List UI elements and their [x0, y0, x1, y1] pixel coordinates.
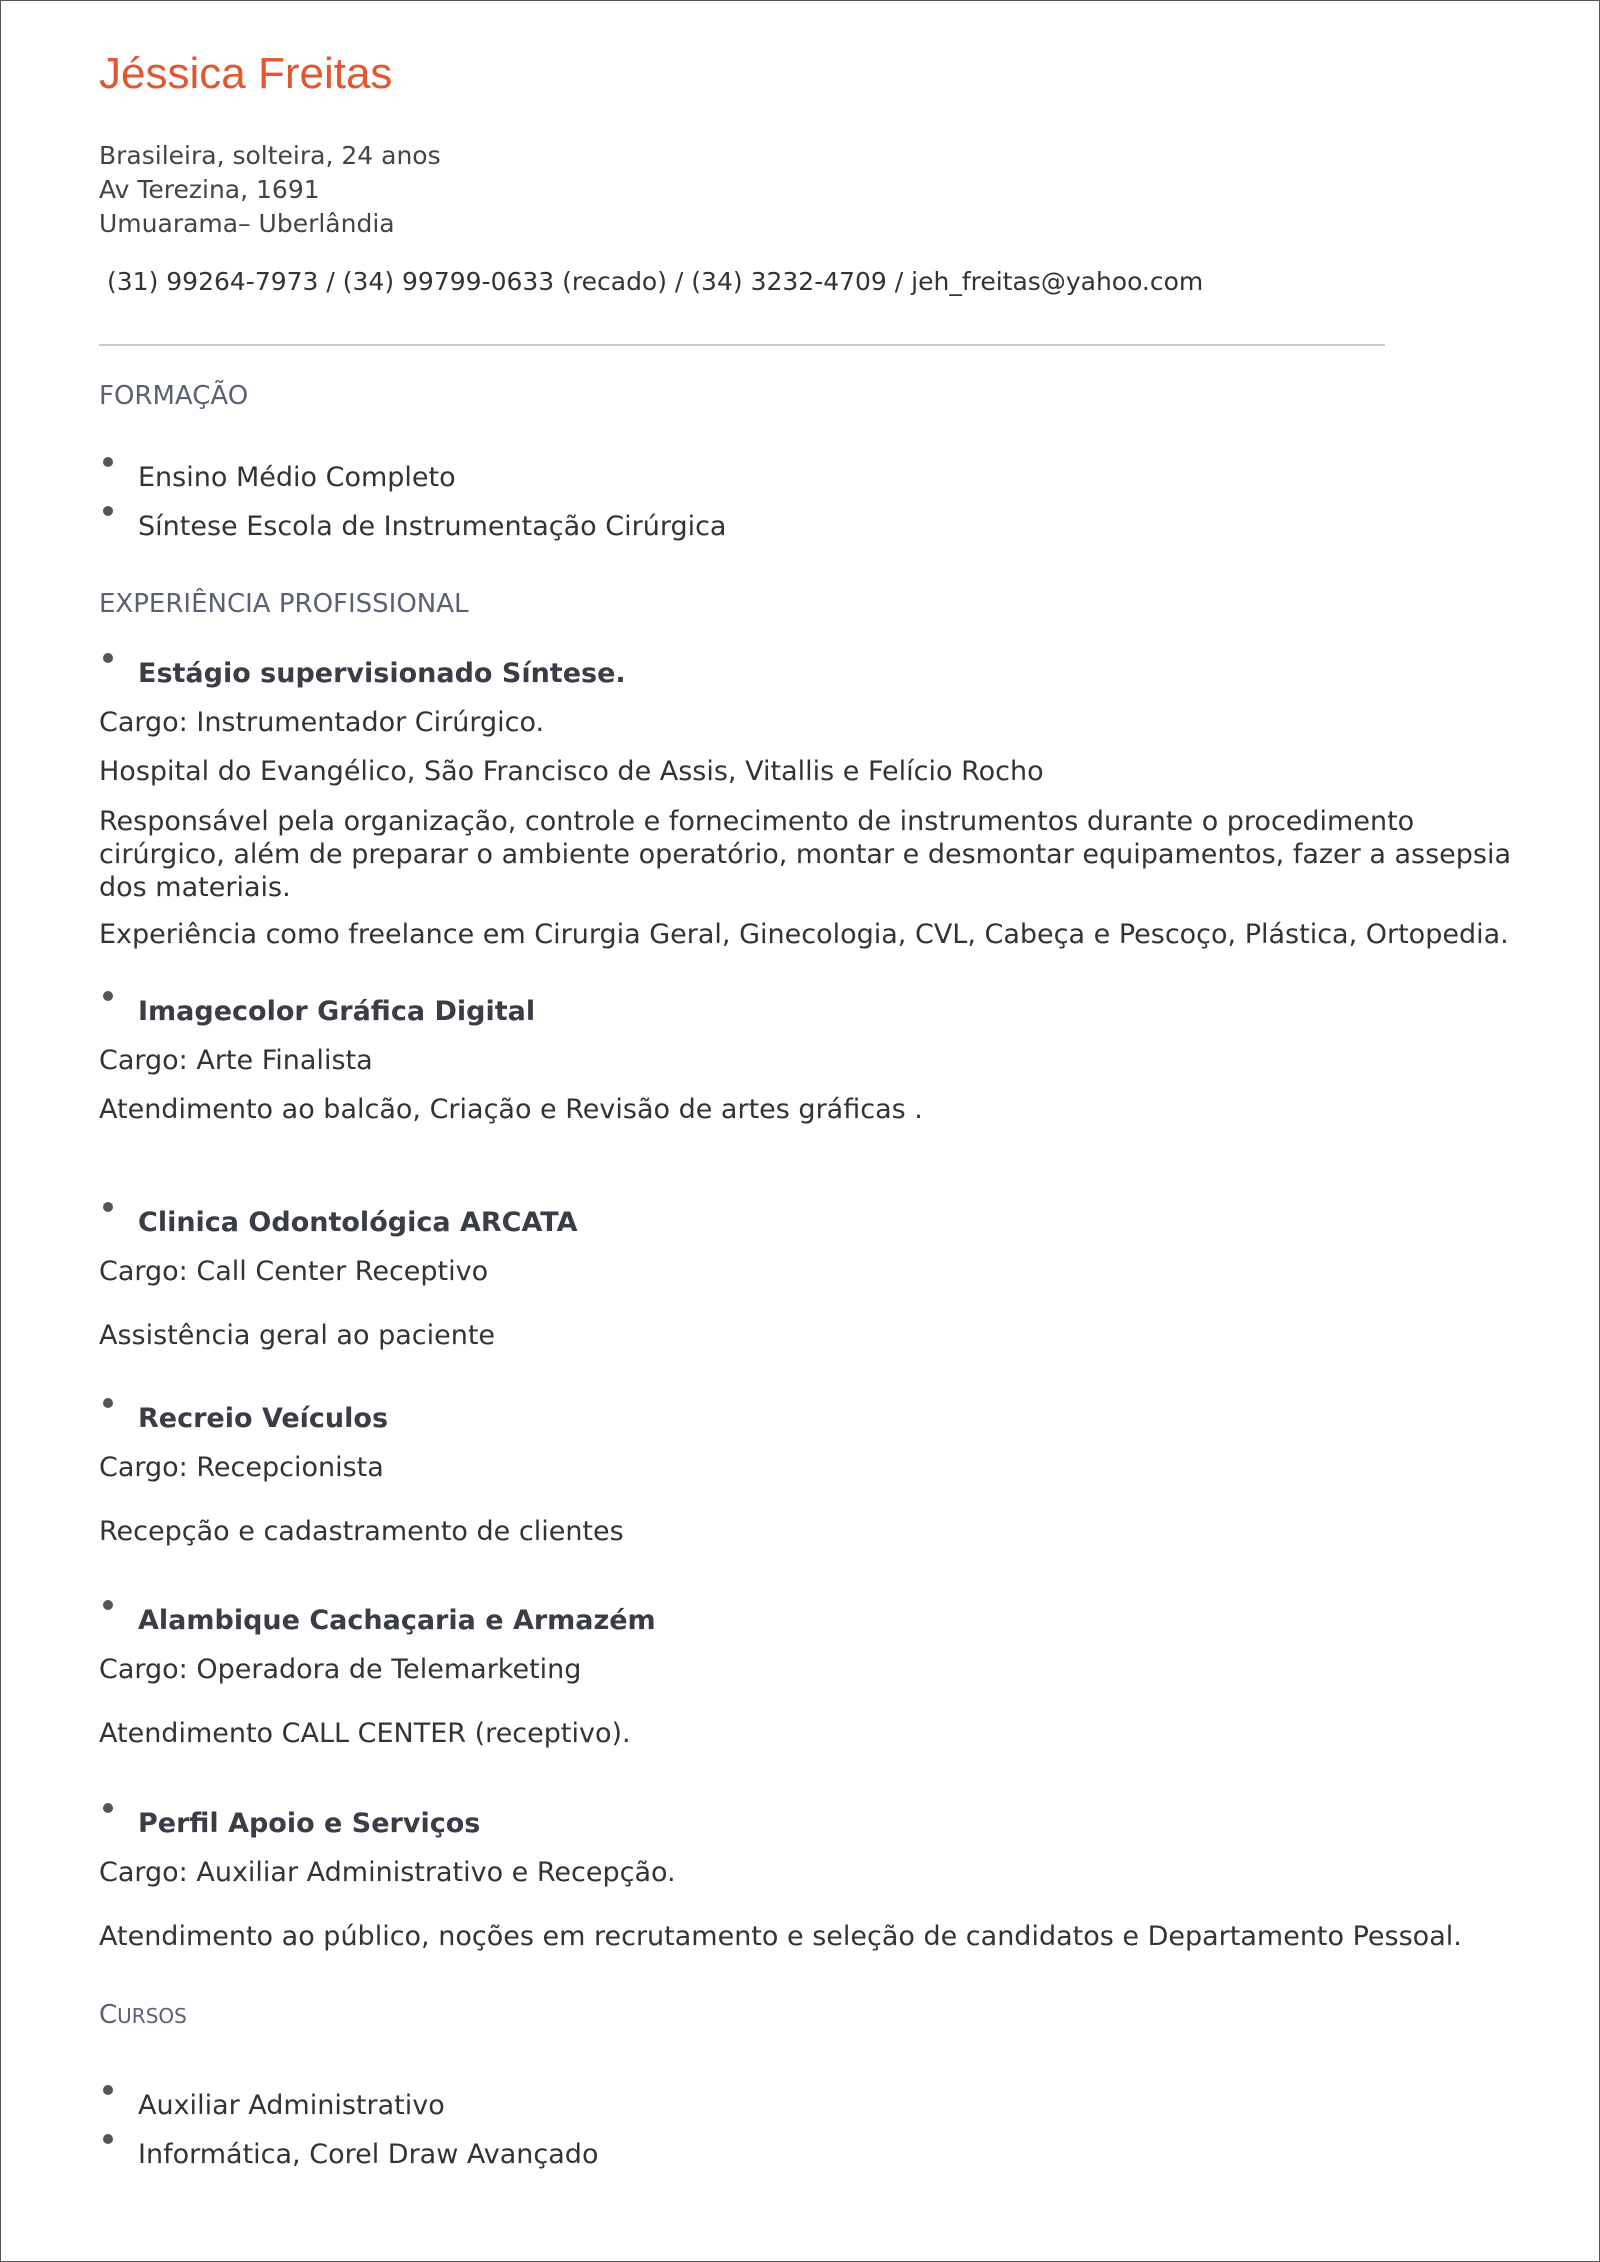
- bullet-icon: [103, 457, 113, 467]
- section-title-rest: URSOS: [117, 2004, 187, 2028]
- job-company-name: Recreio Veículos: [138, 1403, 389, 1434]
- bullet-icon: [103, 1398, 113, 1408]
- job-company-name: Estágio supervisionado Síntese.: [138, 658, 626, 689]
- candidate-name: Jéssica Freitas: [99, 49, 393, 98]
- contact-line: (31) 99264-7973 / (34) 99799-0633 (recado) / (34) 3232-4709 / jeh_freitas@yahoo.com: [107, 267, 1204, 296]
- job-detail: Atendimento CALL CENTER (receptivo).: [99, 1718, 631, 1749]
- job-role: Cargo: Instrumentador Cirúrgico.: [99, 707, 545, 738]
- bullet-icon: [103, 2085, 113, 2095]
- info-line: Av Terezina, 1691: [99, 175, 320, 204]
- job-role: Cargo: Recepcionista: [99, 1452, 384, 1483]
- header-divider: [99, 344, 1385, 346]
- job-company-name: Clinica Odontológica ARCATA: [138, 1207, 578, 1238]
- job-company-name: Alambique Cachaçaria e Armazém: [138, 1605, 656, 1636]
- section-title-cursos: [99, 2000, 187, 2030]
- list-item-text: Informática, Corel Draw Avançado: [138, 2139, 599, 2170]
- bullet-icon: [103, 506, 113, 516]
- bullet-icon: [103, 653, 113, 663]
- job-role: Cargo: Arte Finalista: [99, 1045, 373, 1076]
- section-title-initial: C: [99, 2000, 118, 2030]
- job-detail: Atendimento ao balcão, Criação e Revisão de artes gráficas .: [99, 1094, 923, 1125]
- bullet-icon: [103, 1202, 113, 1212]
- job-company-name: Imagecolor Gráfica Digital: [138, 996, 536, 1027]
- section-title-formacao: FORMAÇÃO: [99, 381, 249, 411]
- job-detail: Hospital do Evangélico, São Francisco de Assis, Vitallis e Felício Rocho: [99, 756, 1044, 787]
- job-company-name: Perfil Apoio e Serviços: [138, 1808, 481, 1839]
- bullet-icon: [103, 1600, 113, 1610]
- section-title-experiencia: EXPERIÊNCIA PROFISSIONAL: [99, 589, 469, 619]
- job-role: Cargo: Auxiliar Administrativo e Recepção.: [99, 1857, 676, 1888]
- job-detail: Experiência como freelance em Cirurgia Geral, Ginecologia, CVL, Cabeça e Pescoço, Plástica, Ortopedia.: [99, 919, 1509, 950]
- bullet-icon: [103, 2134, 113, 2144]
- list-item-text: Ensino Médio Completo: [138, 462, 456, 493]
- job-detail: Responsável pela organização, controle e fornecimento de instrumentos durante o procedimento cirúrgico, além de preparar o ambiente operatório, montar e desmontar equipamentos, fazer a assepsia dos materiais.: [99, 806, 1512, 903]
- job-detail: Recepção e cadastramento de clientes: [99, 1516, 624, 1547]
- list-item-text: Síntese Escola de Instrumentação Cirúrgica: [138, 511, 727, 542]
- bullet-icon: [103, 1803, 113, 1813]
- job-detail: Assistência geral ao paciente: [99, 1320, 496, 1351]
- list-item-text: Auxiliar Administrativo: [138, 2090, 445, 2121]
- info-line: Brasileira, solteira, 24 anos: [99, 141, 441, 170]
- bullet-icon: [103, 991, 113, 1001]
- job-detail: Atendimento ao público, noções em recrutamento e seleção de candidatos e Departamento Pessoal.: [99, 1921, 1462, 1952]
- personal-info: [99, 139, 441, 241]
- job-role: Cargo: Operadora de Telemarketing: [99, 1654, 582, 1685]
- info-line: Umuarama– Uberlândia: [99, 209, 395, 238]
- job-role: Cargo: Call Center Receptivo: [99, 1256, 489, 1287]
